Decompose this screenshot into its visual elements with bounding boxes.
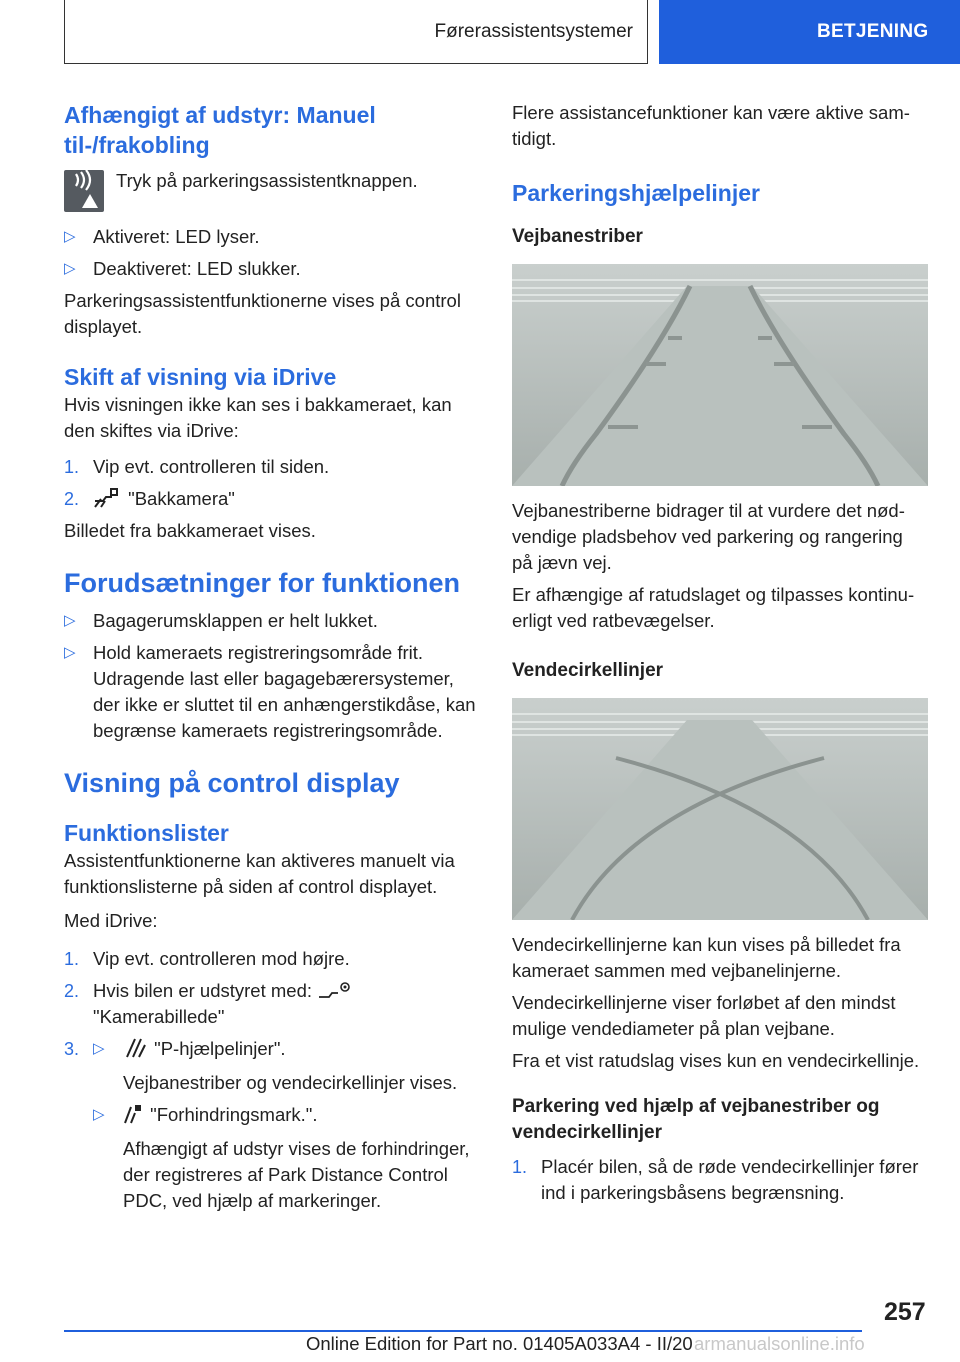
turn-paragraph-3: Fra et vist ratudslag vises kun en vendecirkellinje.	[512, 1050, 920, 1071]
list-item: ▷ Deaktiveret: LED slukker.	[64, 256, 476, 282]
heading-parking: Parkering ved hjælp af vejbanestriber og vendecirkellinjer	[512, 1096, 880, 1143]
heading-lists: Funktionslister	[64, 820, 229, 846]
heading-switch: Skift af visning via iDrive	[64, 364, 337, 390]
triangle-marker-icon: ▷	[64, 260, 76, 277]
led-status-list	[64, 224, 476, 282]
heading-manual: Afhængigt af udstyr: Manuel til-/frakobling	[64, 102, 376, 158]
with-idrive-paragraph: Med iDrive:	[64, 910, 158, 931]
lane-paragraph-2: Er afhængige af ratudslaget og tilpasses kontinuerligt ved ratbevægelser.	[512, 584, 915, 631]
edition-text: Online Edition for Part no. 01405A033A4 - II/20	[306, 1333, 693, 1354]
list-item: 1. Vip evt. controlleren til siden.	[64, 456, 330, 477]
list-item: ▷ "Forhindringsmark.". Afhængigt af udstyr vises de forhindringer, der registreres af Park Distance Control PDC, ved hjælp af markeringer.	[93, 1104, 470, 1211]
list-item: 2. Hvis bilen er udstyret med: "Kamerabillede"	[64, 978, 476, 1030]
rear-camera-icon	[93, 487, 123, 509]
list-item: 1. Vip evt. controlleren mod højre.	[64, 948, 350, 969]
header-chapter	[659, 0, 960, 64]
lane-lines-image	[512, 264, 928, 486]
heading-prereq: Forudsætninger for funktionen	[64, 568, 460, 598]
parking-lines-icon	[123, 1037, 149, 1059]
heading-lane: Vejbanestriber	[512, 226, 643, 247]
footer-divider	[64, 1330, 862, 1332]
list-item: ▷ "P-hjælpelinjer". Vejbanestriber og vendecirkellinjer vises.	[93, 1038, 458, 1093]
list-item: 2. "Bakkamera"	[64, 488, 235, 509]
triangle-marker-icon: ▷	[64, 612, 76, 629]
triangle-marker-icon: ▷	[64, 644, 76, 661]
parking-steps	[512, 1154, 928, 1206]
functions-paragraph: Parkeringsassistentfunktionerne vises på control displayet.	[64, 290, 461, 337]
list-item: ▷ Bagagerumsklappen er helt lukket.	[64, 608, 476, 634]
list-item: 1. Placér bilen, så de røde vendecirkellinjer fører ind i parkeringsbåsens begrænsning.	[512, 1156, 919, 1203]
header-chapter-title: BETJENING	[817, 21, 929, 42]
list-item: 3. ▷ "P-hjælpelinjer". Vejbanestriber og vendecirkellinjer vises. ▷ "Forhindringsmark.". Afhængigt af udstyr vises de forhindringer, der registreres af Park Distance Control PDC, ved hjælp af markeringer.	[64, 1036, 476, 1214]
switch-paragraph: Hvis visningen ikke kan ses i bakkameraet, kan den skiftes via iDrive:	[64, 394, 452, 441]
list-item: ▷ Hold kameraets registreringsområde frit. Udragende last eller bagagebærersystemer, der ikke er sluttet til en anhængerstikdåse, kan begrænse kameraets registreringsområde.	[64, 642, 476, 741]
press-button-row	[64, 170, 476, 212]
heading-turn: Vendecirkellinjer	[512, 660, 664, 681]
press-text: Tryk på parkeringsassistentknappen.	[116, 170, 418, 191]
obstacle-marker-icon	[123, 1103, 145, 1125]
camera-settings-icon	[317, 979, 353, 1001]
switch-steps	[64, 454, 476, 512]
display-steps	[64, 946, 476, 1214]
lane-paragraph-1: Vejbanestriberne bidrager til at vurdere det nødvendige pladsbehov ved parkering og rangering på jævn vej.	[512, 500, 905, 573]
triangle-marker-icon: ▷	[64, 228, 76, 245]
heading-lines: Parkeringshjælpelinjer	[512, 180, 760, 206]
image-paragraph: Billedet fra bakkameraet vises.	[64, 520, 316, 541]
heading-display: Visning på control display	[64, 768, 400, 798]
header-section-title: Førerassistentsystemer	[434, 20, 633, 42]
turn-paragraph-2: Vendecirkellinjerne viser forløbet af den mindst mulige vendediameter på plan vejbane.	[512, 992, 896, 1039]
multi-paragraph: Flere assistancefunktioner kan være aktive samtidigt.	[512, 102, 910, 149]
header-section	[64, 0, 648, 64]
triangle-marker-icon: ▷	[93, 1040, 105, 1057]
prereq-list	[64, 608, 476, 744]
parking-assist-button-icon	[64, 170, 104, 212]
right-column	[512, 100, 928, 1206]
page-number: 257	[884, 1298, 926, 1326]
watermark: armanualsonline.info	[694, 1333, 865, 1354]
lists-paragraph: Assistentfunktionerne kan aktiveres manuelt via funktionslisterne på siden af control displayet.	[64, 850, 455, 897]
sub-options-list	[93, 1036, 476, 1214]
turning-lines-image	[512, 698, 928, 920]
triangle-marker-icon: ▷	[93, 1106, 105, 1123]
left-column	[64, 100, 476, 1214]
turn-paragraph-1: Vendecirkellinjerne kan kun vises på billedet fra kameraet sammen med vejbanelinjerne.	[512, 934, 901, 981]
list-item: ▷ Aktiveret: LED lyser.	[64, 224, 476, 250]
